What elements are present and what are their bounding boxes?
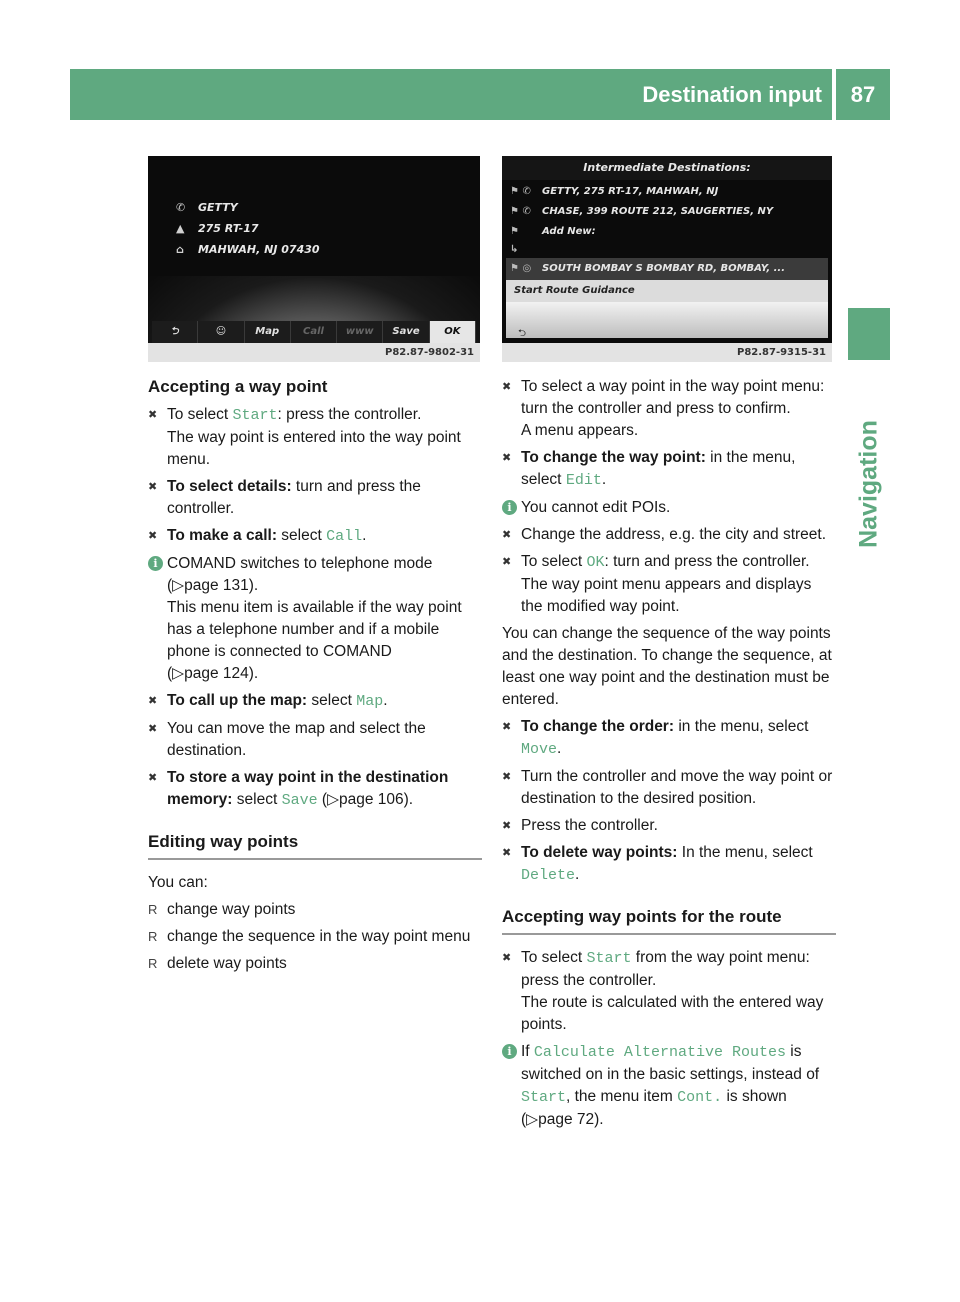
step: ✖ To select OK: turn and press the controller. The way point menu appears and displays the modified way point.	[502, 551, 836, 618]
step: ✖ To select Start from the way point menu: press the controller. The route is calculated with the entered way points.	[502, 947, 836, 1036]
heading-editing-way-points: Editing way points	[148, 831, 482, 860]
step: ✖ Change the address, e.g. the city and street.	[502, 524, 836, 546]
destination-row: ⚑ ✆ CHASE, 399 ROUTE 212, SAUGERTIES, NY	[510, 202, 828, 222]
section-title: Destination input	[642, 82, 822, 107]
street-icon: ▲	[176, 222, 185, 235]
screenshot-intermediate-destinations	[502, 156, 832, 362]
left-column	[148, 376, 482, 980]
heading-accepting-way-point: Accepting a way point	[148, 377, 328, 396]
list-item: R change the sequence in the way point menu	[148, 926, 482, 948]
step: ✖ Press the controller.	[502, 815, 836, 837]
info-icon: i	[502, 500, 517, 515]
info-icon: i	[148, 556, 163, 571]
flag-target-icon: ⚑ ◎	[510, 263, 532, 274]
screenshot-address-details	[148, 156, 480, 362]
list-item: R change way points	[148, 899, 482, 921]
info-note: i COMAND switches to telephone mode (▷ page 131). This menu item is available if the way point has a telephone number and if a mobile phone is connected to COMAND (▷ page 124).	[148, 553, 482, 685]
paragraph: You can:	[148, 874, 208, 891]
info-note: i If Calculate Alternative Routes is switched on in the basic settings, instead of Start, the menu item Cont. is shown (▷ page 72).	[502, 1041, 836, 1131]
page-number: 87	[836, 69, 890, 120]
flag-icon: ⚑	[510, 226, 519, 237]
info-note: i You cannot edit POIs.	[502, 497, 836, 519]
menu-ok: OK	[430, 321, 476, 343]
detail-line: ▲ 275 RT-17	[176, 219, 259, 239]
step: ✖ To delete way points: In the menu, select Delete.	[502, 842, 836, 887]
details-icon: ☺	[198, 321, 244, 343]
phone-icon: ✆	[176, 201, 186, 214]
step: ✖ To change the order: in the menu, select Move.	[502, 716, 836, 761]
destination-row: ⚑ Add New:	[510, 222, 828, 242]
list-item: R delete way points	[148, 953, 482, 975]
destination-row	[510, 240, 828, 260]
side-tab-label	[848, 364, 890, 614]
right-column	[502, 376, 836, 1136]
step: ✖ To select Start: press the controller. The way point is entered into the way point menu.	[148, 404, 482, 471]
menu-save: Save	[383, 321, 429, 343]
step: ✖ To make a call: select Call.	[148, 525, 482, 548]
step: ✖ To store a way point in the destination memory: select Save (▷ page 106).	[148, 767, 482, 812]
menu-call: Call	[291, 321, 337, 343]
menu-www: www	[337, 321, 383, 343]
arrow-icon: ↳	[510, 244, 519, 255]
back-icon: ⮌	[518, 328, 527, 339]
destination-row: ⚑ ◎ SOUTH BOMBAY S BOMBAY RD, BOMBAY, ...	[510, 259, 828, 279]
city-icon: ⌂	[176, 243, 184, 256]
image-code: P82.87-9802-31	[148, 343, 480, 362]
side-tab-text: Navigation	[854, 420, 883, 548]
step: ✖ To call up the map: select Map.	[148, 690, 482, 713]
heading-accepting-way-points-route: Accepting way points for the route	[502, 906, 836, 935]
destination-row: ⚑ ✆ GETTY, 275 RT-17, MAHWAH, NJ	[510, 182, 828, 202]
back-icon: ⮌	[152, 321, 198, 343]
flag-phone-icon: ⚑ ✆	[510, 186, 531, 197]
step: ✖ To select a way point in the way point menu: turn the controller and press to confirm. A menu appears.	[502, 376, 836, 442]
paragraph: You can change the sequence of the way points and the destination. To change the sequence, at least one way point and the destination must be entered.	[502, 625, 832, 708]
screen-title: Intermediate Destinations:	[502, 156, 832, 180]
image-code: P82.87-9315-31	[502, 343, 832, 362]
menu-map: Map	[245, 321, 291, 343]
screen-bottom-bar	[506, 302, 828, 338]
flag-phone-icon: ⚑ ✆	[510, 206, 531, 217]
detail-line: ⌂ MAHWAH, NJ 07430	[176, 240, 320, 260]
start-route-guidance: Start Route Guidance	[506, 280, 828, 302]
screen-menu-bar	[152, 321, 476, 343]
side-tab-marker	[848, 308, 890, 360]
step: ✖ You can move the map and select the destination.	[148, 718, 482, 762]
step: ✖ Turn the controller and move the way point or destination to the desired position.	[502, 766, 836, 810]
step: ✖ To change the way point: in the menu, select Edit.	[502, 447, 836, 492]
detail-line: ✆ GETTY	[176, 198, 238, 218]
step: ✖ To select details: turn and press the controller.	[148, 476, 482, 520]
info-icon: i	[502, 1044, 517, 1059]
